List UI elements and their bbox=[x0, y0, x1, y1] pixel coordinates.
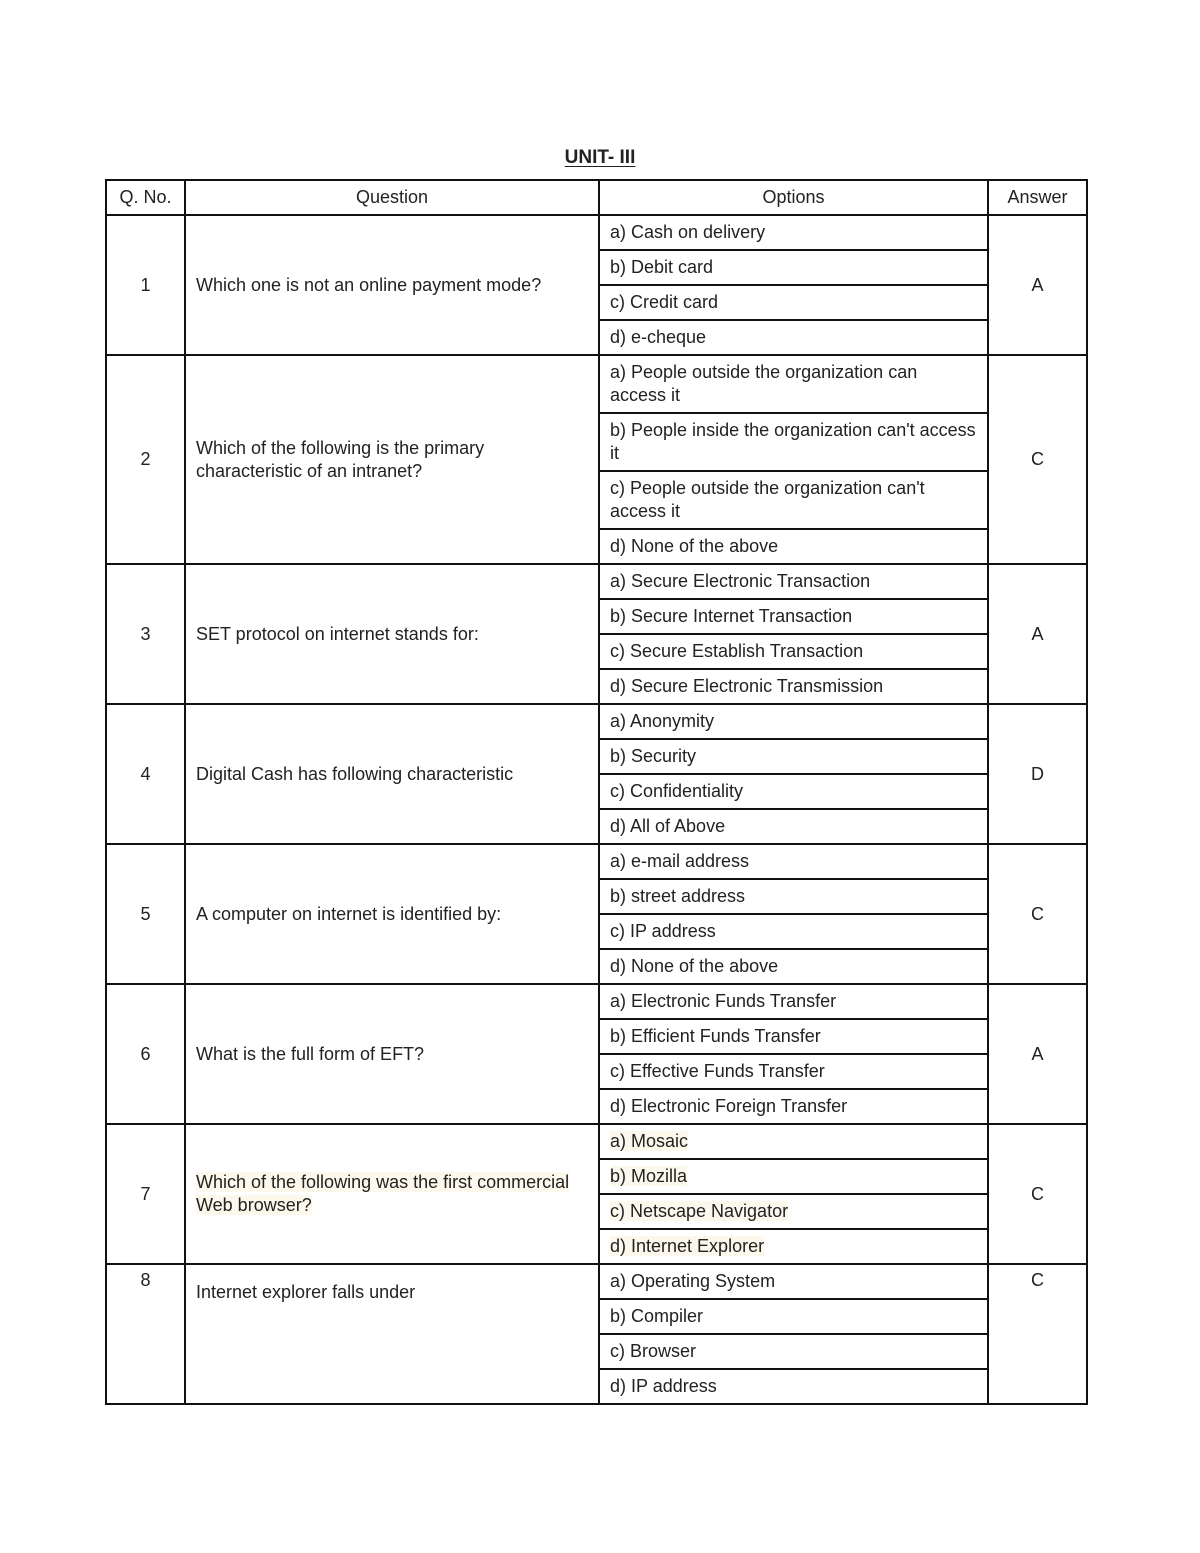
option-b: b) Debit card bbox=[599, 250, 988, 285]
option-c: c) People outside the organization can't access it bbox=[599, 471, 988, 529]
question-number: 5 bbox=[106, 844, 185, 984]
table-row bbox=[106, 844, 1087, 879]
question-number: 2 bbox=[106, 355, 185, 564]
question-3 bbox=[106, 564, 1087, 704]
option-text: c) Netscape Navigator bbox=[610, 1201, 789, 1221]
answer: A bbox=[988, 215, 1087, 355]
table-row bbox=[106, 564, 1087, 599]
question-text bbox=[185, 1124, 599, 1264]
header-answer: Answer bbox=[988, 180, 1087, 215]
option-text: d) Internet Explorer bbox=[610, 1236, 765, 1256]
question-4 bbox=[106, 704, 1087, 844]
answer: A bbox=[988, 564, 1087, 704]
option-b: b) People inside the organization can't access it bbox=[599, 413, 988, 471]
question-text: Internet explorer falls under bbox=[185, 1264, 599, 1404]
answer: C bbox=[988, 844, 1087, 984]
highlighted-question-text: Which of the following was the first commercial Web browser? bbox=[196, 1172, 570, 1215]
question-6 bbox=[106, 984, 1087, 1124]
option-a bbox=[599, 1124, 988, 1159]
header-question: Question bbox=[185, 180, 599, 215]
option-d bbox=[599, 1229, 988, 1264]
question-number: 8 bbox=[106, 1264, 185, 1404]
option-a: a) People outside the organization can access it bbox=[599, 355, 988, 413]
question-8 bbox=[106, 1264, 1087, 1404]
option-d: d) IP address bbox=[599, 1369, 988, 1404]
option-c: c) IP address bbox=[599, 914, 988, 949]
option-b: b) Efficient Funds Transfer bbox=[599, 1019, 988, 1054]
option-a: a) Operating System bbox=[599, 1264, 988, 1299]
question-text: Which one is not an online payment mode? bbox=[185, 215, 599, 355]
header-qno: Q. No. bbox=[106, 180, 185, 215]
option-b: b) Compiler bbox=[599, 1299, 988, 1334]
option-d: d) All of Above bbox=[599, 809, 988, 844]
answer: C bbox=[988, 355, 1087, 564]
question-text: Digital Cash has following characteristic bbox=[185, 704, 599, 844]
question-number: 3 bbox=[106, 564, 185, 704]
option-text: b) Mozilla bbox=[610, 1166, 688, 1186]
question-number: 7 bbox=[106, 1124, 185, 1264]
option-c: c) Secure Establish Transaction bbox=[599, 634, 988, 669]
question-text: What is the full form of EFT? bbox=[185, 984, 599, 1124]
page-title: UNIT- III bbox=[564, 147, 636, 168]
option-b bbox=[599, 1159, 988, 1194]
option-c: c) Confidentiality bbox=[599, 774, 988, 809]
option-d: d) e-cheque bbox=[599, 320, 988, 355]
option-d: d) None of the above bbox=[599, 949, 988, 984]
option-c: c) Effective Funds Transfer bbox=[599, 1054, 988, 1089]
table-row bbox=[106, 355, 1087, 413]
option-a: a) Secure Electronic Transaction bbox=[599, 564, 988, 599]
option-d: d) None of the above bbox=[599, 529, 988, 564]
header-options: Options bbox=[599, 180, 988, 215]
question-5 bbox=[106, 844, 1087, 984]
table-row bbox=[106, 984, 1087, 1019]
question-7 bbox=[106, 1124, 1087, 1264]
option-c: c) Browser bbox=[599, 1334, 988, 1369]
question-number: 4 bbox=[106, 704, 185, 844]
option-a: a) Anonymity bbox=[599, 704, 988, 739]
table-row bbox=[106, 704, 1087, 739]
question-number: 6 bbox=[106, 984, 185, 1124]
option-c bbox=[599, 1194, 988, 1229]
table-row bbox=[106, 215, 1087, 250]
answer: D bbox=[988, 704, 1087, 844]
header-row bbox=[106, 180, 1087, 215]
option-d: d) Electronic Foreign Transfer bbox=[599, 1089, 988, 1124]
question-text: Which of the following is the primary characteristic of an intranet? bbox=[185, 355, 599, 564]
answer: C bbox=[988, 1124, 1087, 1264]
answer: A bbox=[988, 984, 1087, 1124]
option-a: a) Cash on delivery bbox=[599, 215, 988, 250]
table-row bbox=[106, 1264, 1087, 1299]
table-row bbox=[106, 1124, 1087, 1159]
question-number: 1 bbox=[106, 215, 185, 355]
question-1 bbox=[106, 215, 1087, 355]
option-a: a) Electronic Funds Transfer bbox=[599, 984, 988, 1019]
option-b: b) Secure Internet Transaction bbox=[599, 599, 988, 634]
question-2 bbox=[106, 355, 1087, 564]
option-b: b) Security bbox=[599, 739, 988, 774]
option-c: c) Credit card bbox=[599, 285, 988, 320]
question-text: A computer on internet is identified by: bbox=[185, 844, 599, 984]
mcq-table bbox=[105, 179, 1088, 1405]
option-d: d) Secure Electronic Transmission bbox=[599, 669, 988, 704]
option-a: a) e-mail address bbox=[599, 844, 988, 879]
option-text: a) Mosaic bbox=[610, 1131, 689, 1151]
answer: C bbox=[988, 1264, 1087, 1404]
question-text: SET protocol on internet stands for: bbox=[185, 564, 599, 704]
option-b: b) street address bbox=[599, 879, 988, 914]
